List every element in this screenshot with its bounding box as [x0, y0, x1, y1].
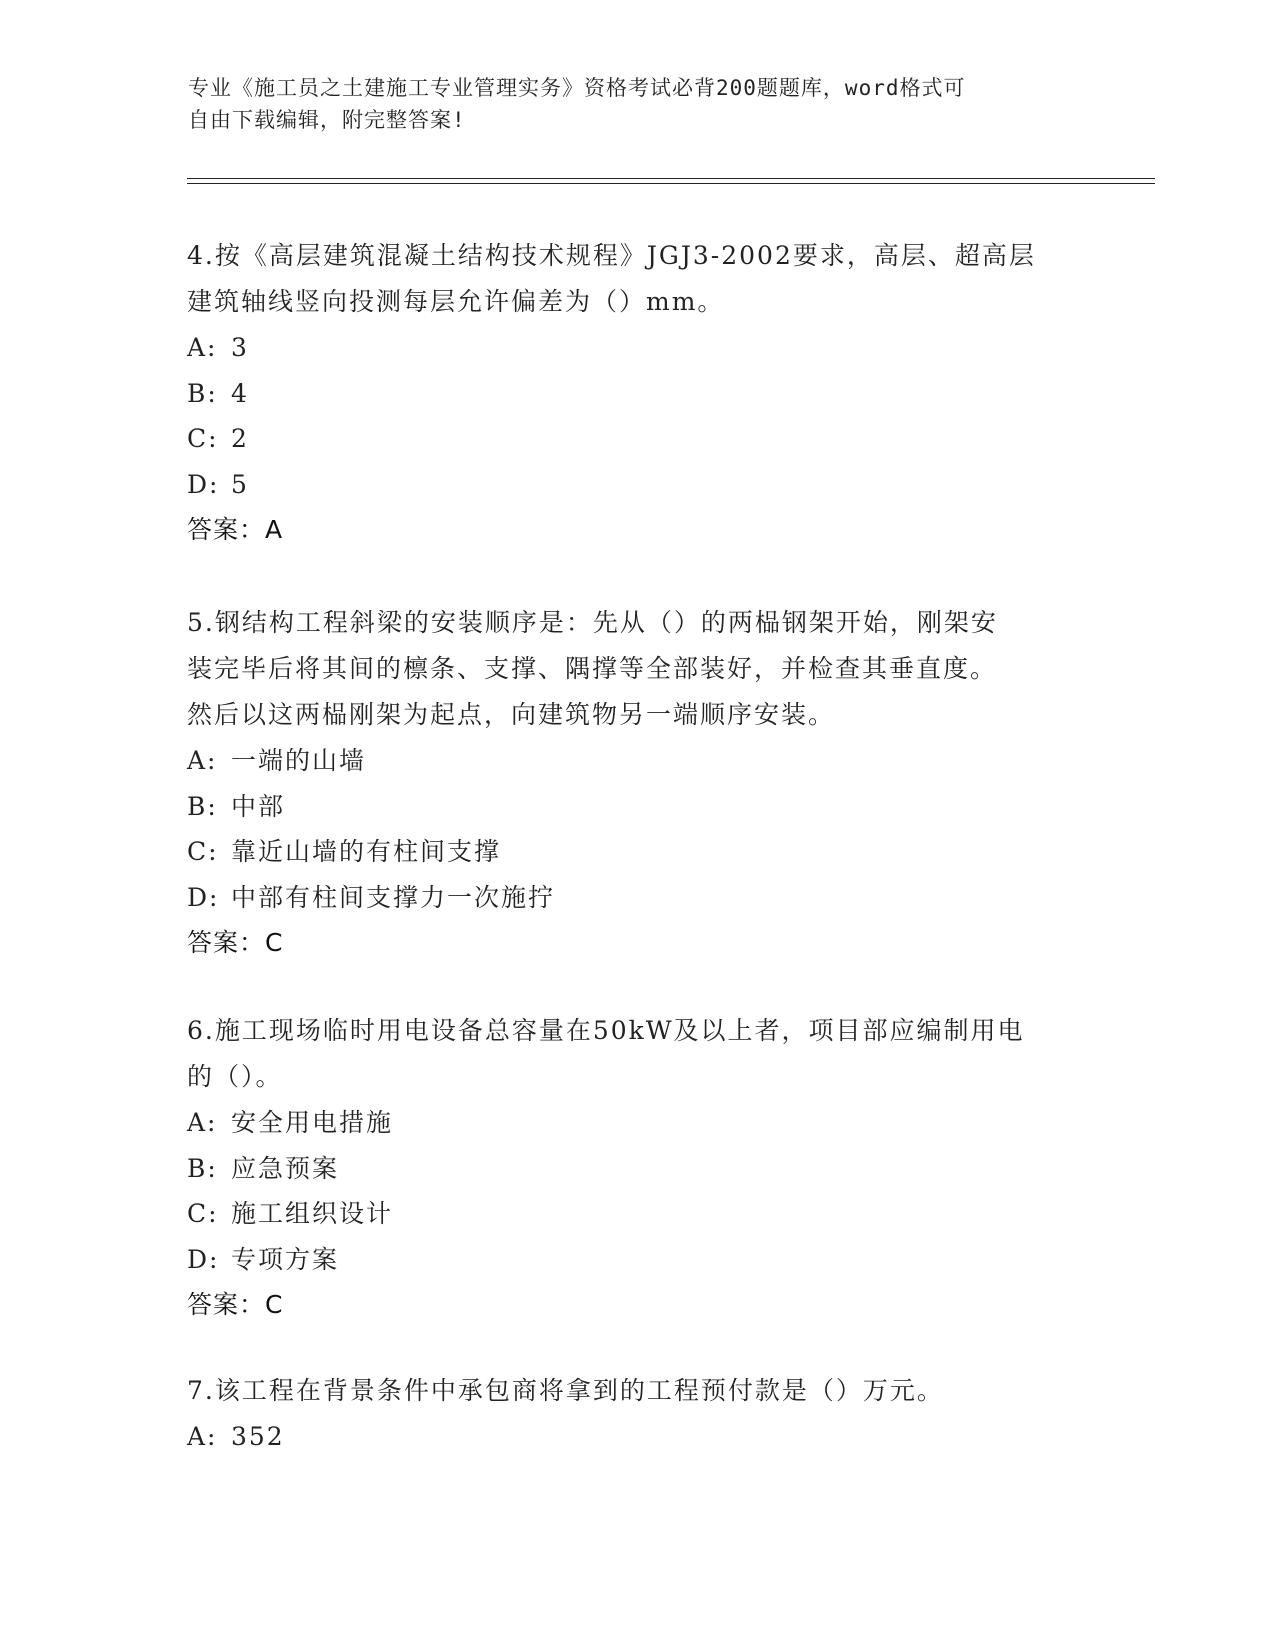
option-key: B: [187, 1153, 218, 1183]
option-c [187, 416, 1087, 462]
question-6 [187, 1008, 1087, 1328]
question-4 [187, 233, 1087, 553]
option-key: A: [187, 746, 218, 775]
option-text: 一端的山墙 [231, 746, 367, 775]
option-key: C: [187, 424, 219, 453]
option-d [187, 462, 1087, 508]
option-text: 施工组织设计 [231, 1199, 394, 1228]
option-c [187, 829, 1087, 875]
stem-line: 6.施工现场临时用电设备总容量在50kW及以上者，项目部应编制用电 [187, 1016, 1025, 1045]
answer-line: 答案：C [187, 1290, 284, 1319]
question-stem [187, 233, 1087, 325]
option-a [187, 1100, 1087, 1146]
option-text: 中部 [231, 791, 286, 821]
question-stem [187, 600, 1087, 738]
option-key: D: [187, 469, 220, 499]
option-text: 专项方案 [231, 1244, 340, 1274]
option-key: A: [187, 1108, 218, 1137]
header-line-1: 专业《施工员之土建施工专业管理实务》资格考试必背200题题库，word格式可 [188, 76, 966, 100]
option-d [187, 875, 1087, 921]
option-key: C: [187, 1199, 219, 1228]
option-key: C: [187, 837, 219, 866]
stem-line: 建筑轴线竖向投测每层允许偏差为（）mm。 [187, 287, 725, 316]
option-key: B: [187, 791, 218, 821]
header-divider-top [187, 178, 1155, 179]
option-text: 应急预案 [231, 1153, 340, 1183]
stem-line: 装完毕后将其间的檩条、支撑、隅撑等全部装好，并检查其垂直度。 [187, 654, 998, 683]
stem-line: 7.该工程在背景条件中承包商将拿到的工程预付款是（）万元。 [187, 1376, 944, 1405]
option-key: A: [187, 1422, 218, 1451]
option-key: D: [187, 1244, 220, 1274]
question-7 [187, 1368, 1087, 1460]
option-key: D: [187, 882, 220, 912]
answer-line: 答案：A [187, 515, 284, 544]
question-5 [187, 600, 1087, 966]
option-c [187, 1191, 1087, 1237]
option-key: A: [187, 333, 218, 362]
stem-line: 然后以这两榀刚架为起点，向建筑物另一端顺序安装。 [187, 700, 836, 729]
option-a [187, 738, 1087, 784]
option-text: 2 [231, 424, 249, 453]
option-b [187, 1146, 1087, 1192]
option-a [187, 325, 1087, 371]
option-text: 3 [231, 333, 249, 362]
option-b [187, 784, 1087, 830]
option-text: 4 [231, 378, 249, 408]
option-a [187, 1414, 1087, 1460]
question-stem [187, 1368, 1087, 1414]
option-b [187, 371, 1087, 417]
document-header [188, 72, 1068, 136]
stem-line: 的（）。 [187, 1062, 283, 1091]
option-text: 352 [231, 1422, 285, 1451]
option-key: B: [187, 378, 218, 408]
option-text: 5 [231, 469, 249, 499]
option-text: 中部有柱间支撑力一次施拧 [231, 882, 556, 912]
option-text: 安全用电措施 [231, 1108, 394, 1137]
header-line-2: 自由下载编辑，附完整答案! [188, 108, 466, 132]
stem-line: 4.按《高层建筑混凝土结构技术规程》JGJ3-2002要求，高层、超高层 [187, 241, 1036, 270]
question-stem [187, 1008, 1087, 1100]
stem-line: 5.钢结构工程斜梁的安装顺序是：先从（）的两榀钢架开始，刚架安 [187, 608, 998, 637]
header-divider-bottom [187, 183, 1155, 184]
answer-line: 答案：C [187, 928, 284, 957]
option-text: 靠近山墙的有柱间支撑 [231, 837, 502, 866]
option-d [187, 1237, 1087, 1283]
